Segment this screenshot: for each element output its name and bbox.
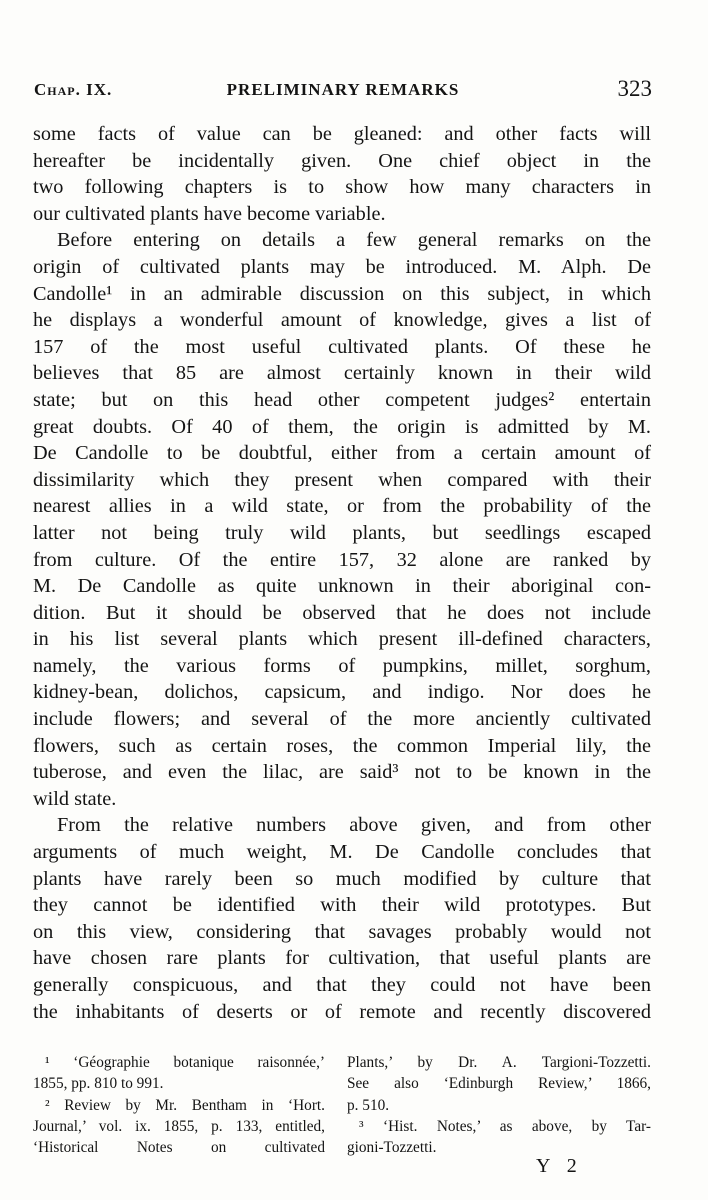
text-line: arguments of much weight, M. De Candolle concludes that xyxy=(33,841,651,864)
footnote-line: ¹ ‘Géographie botanique raisonnée,’ xyxy=(45,1054,325,1071)
text-line: latter not being truly wild plants, but seedlings escaped xyxy=(33,521,651,544)
text-line: generally conspicuous, and that they could not have been xyxy=(33,974,651,996)
footnote-line: gioni-Tozzetti. xyxy=(347,1139,437,1157)
text-line: great doubts. Of 40 of them, the origin is admitted by M. xyxy=(33,415,651,438)
text-line: two following chapters is to show how many characters in xyxy=(33,176,651,199)
text-line: in his list several plants which present ill-defined characters, xyxy=(33,628,651,651)
text-line: flowers, such as certain roses, the common Imperial lily, the xyxy=(33,734,651,757)
footnote-line: ³ ‘Hist. Notes,’ as above, by Tar- xyxy=(359,1117,651,1135)
text-line: plants have rarely been so much modified by culture that xyxy=(33,867,651,890)
text-line: kidney-bean, dolichos, capsicum, and indigo. Nor does he xyxy=(33,681,651,704)
text-line: the inhabitants of deserts or of remote and recently discovered xyxy=(33,1000,651,1023)
footnote-line: 1855, pp. 810 to 991. xyxy=(33,1075,164,1093)
footnote-line: See also ‘Edinburgh Review,’ 1866, xyxy=(347,1075,651,1093)
text-line: origin of cultivated plants may be introduced. M. Alph. De xyxy=(33,255,651,278)
text-line: M. De Candolle as quite unknown in their aboriginal con- xyxy=(33,575,651,598)
page-number: 323 xyxy=(617,76,652,101)
text-line: De Candolle to be doubtful, either from a certain amount of xyxy=(33,442,651,465)
text-line: have chosen rare plants for cultivation, that useful plants are xyxy=(33,947,651,970)
text-line: nearest allies in a wild state, or from the probability of the xyxy=(33,495,651,518)
text-line: Candolle¹ in an admirable discussion on this subject, in which xyxy=(33,282,651,305)
running-title: PRELIMINARY REMARKS xyxy=(226,80,460,99)
signature-mark: Y 2 xyxy=(536,1155,583,1177)
text-line: our cultivated plants have become variable. xyxy=(33,202,386,225)
text-line: dition. But it should be observed that he does not include xyxy=(33,601,651,624)
text-line: on this view, considering that savages probably would not xyxy=(33,920,651,943)
text-line: he displays a wonderful amount of knowledge, gives a list of xyxy=(33,309,651,332)
text-line: Before entering on details a few general remarks on the xyxy=(57,229,651,252)
text-line: believes that 85 are almost certainly known in their wild xyxy=(33,362,651,385)
running-header xyxy=(34,78,652,106)
text-line: wild state. xyxy=(33,787,117,810)
chapter-label: Chap. IX. xyxy=(34,80,113,99)
text-line: From the relative numbers above given, and from other xyxy=(57,814,651,837)
text-line: namely, the various forms of pumpkins, millet, sorghum, xyxy=(33,654,651,677)
footnotes-left-column xyxy=(33,1052,325,1158)
footnote-line: ² Review by Mr. Bentham in ‘Hort. xyxy=(45,1096,325,1114)
text-line: tuberose, and even the lilac, are said³ not to be known in the xyxy=(33,761,651,784)
footnote-line: Journal,’ vol. ix. 1855, p. 133, entitled, xyxy=(33,1117,325,1135)
text-line: dissimilarity which they present when compared with their xyxy=(33,468,651,491)
footnote-line: Plants,’ by Dr. A. Targioni-Tozzetti. xyxy=(347,1054,651,1071)
text-line: state; but on this head other competent judges² entertain xyxy=(33,388,651,411)
text-line: 157 of the most useful cultivated plants. Of these he xyxy=(33,335,651,358)
body-text xyxy=(33,121,651,1025)
footnote-line: ‘Historical Notes on cultivated xyxy=(33,1139,325,1157)
footnote-line: p. 510. xyxy=(347,1096,390,1114)
text-line: from culture. Of the entire 157, 32 alone are ranked by xyxy=(33,548,651,571)
text-line: include flowers; and several of the more anciently cultivated xyxy=(33,708,651,731)
footnotes-right-column xyxy=(347,1052,651,1158)
text-line: hereafter be incidentally given. One chief object in the xyxy=(33,149,651,172)
text-line: they cannot be identified with their wild prototypes. But xyxy=(33,894,651,917)
text-line: some facts of value can be gleaned: and other facts will xyxy=(33,123,651,145)
